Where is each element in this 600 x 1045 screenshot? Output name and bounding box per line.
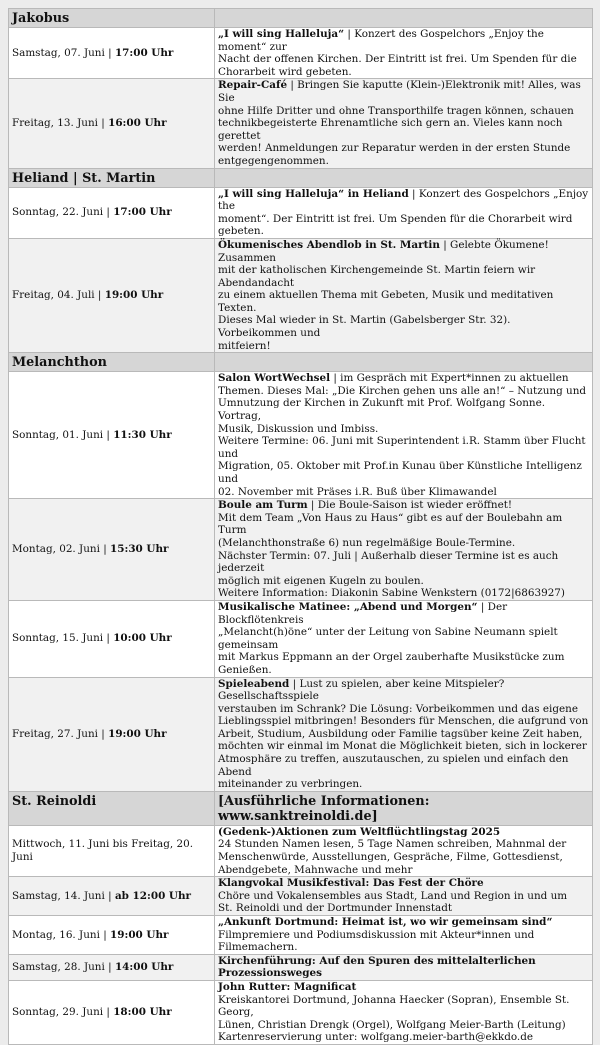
event-description-line: moment“. Der Eintritt ist frei. Um Spenden für die Chorarbeit wird gebeten. bbox=[218, 212, 573, 238]
event-date: Sonntag, 22. Juni bbox=[12, 206, 104, 219]
event-description-line: mit der katholischen Kirchengemeinde St. Martin feiern wir Abendandacht bbox=[218, 264, 536, 289]
date-time-separator: | bbox=[103, 1006, 114, 1019]
event-title: Klangvokal Musikfestival: Das Fest der Chöre bbox=[218, 877, 484, 890]
title-separator: | bbox=[439, 238, 451, 251]
event-title: Boule am Turm bbox=[218, 499, 308, 512]
event-description-line: entgegengenommen. bbox=[218, 154, 329, 167]
event-first-line bbox=[218, 601, 590, 626]
event-description-line: Nacht der offenen Kirchen. Der Eintritt ist frei. Um Spenden für die bbox=[218, 53, 577, 66]
event-row bbox=[9, 187, 593, 238]
event-first-line bbox=[218, 981, 590, 994]
event-row bbox=[9, 954, 593, 980]
event-description-cell bbox=[215, 187, 593, 238]
event-description-line: Dieses Mal wieder in St. Martin (Gabelsberger Str. 32). Vorbeikommen und bbox=[218, 314, 511, 340]
section-header-row bbox=[9, 353, 593, 372]
date-time-separator: | bbox=[97, 727, 109, 740]
event-time: 17:00 Uhr bbox=[113, 206, 172, 219]
event-date-cell bbox=[9, 499, 215, 601]
event-description-line: Die Boule-Saison ist wieder eröffnet! bbox=[317, 499, 513, 512]
event-time: 17:00 Uhr bbox=[114, 46, 174, 59]
event-table-body bbox=[9, 9, 593, 1045]
event-description-cell bbox=[215, 916, 593, 955]
event-description-line: Lieblingsspiel mitbringen! Besonders für Menschen, die aufgrund von bbox=[218, 715, 589, 728]
event-description-line: Kreiskantorei Dortmund, Johanna Haecker (Sopran), Ensemble St. Georg, bbox=[218, 993, 570, 1019]
event-description-line: Lünen, Christian Drengk (Orgel), Wolfgang Meier-Barth (Leitung) bbox=[218, 1018, 566, 1031]
date-time-separator: | bbox=[103, 428, 114, 441]
event-description-cell bbox=[215, 372, 593, 499]
event-description-line: Bringen Sie kaputte (Klein-)Elektronik mit! Alles, was Sie bbox=[218, 79, 581, 104]
event-description-line: Nächster Termin: 07. Juli | Außerhalb dieser Termine ist es auch jederzeit bbox=[218, 549, 559, 575]
event-row bbox=[9, 238, 593, 352]
event-date: Samstag, 14. Juni bbox=[12, 889, 105, 902]
event-time: 14:00 Uhr bbox=[114, 961, 174, 974]
section-name: Jakobus bbox=[9, 9, 215, 28]
event-date: Samstag, 07. Juni bbox=[12, 46, 105, 59]
event-description-line: Chöre und Vokalensembles aus Stadt, Land und Region in und um bbox=[218, 889, 568, 902]
event-date: Freitag, 04. Juli bbox=[12, 289, 95, 302]
event-description-line: (Melanchthonstraße 6) nun regelmäßige Boule-Termine. bbox=[218, 536, 516, 549]
event-description-line: Umnutzung der Kirchen in Zukunft mit Prof. Wolfgang Sonne. Vortrag, bbox=[218, 397, 546, 423]
event-description-line: mit Markus Eppmann an der Orgel zauberhafte Musikstücke zum Genießen. bbox=[218, 651, 565, 676]
event-time: 15:30 Uhr bbox=[110, 543, 169, 556]
event-description-line: Gelebte Ökumene! Zusammen bbox=[218, 238, 549, 264]
event-time: 19:00 Uhr bbox=[104, 289, 164, 302]
event-date: Sonntag, 29. Juni bbox=[12, 1006, 104, 1019]
event-description-line: Der Blockflötenkreis bbox=[218, 600, 508, 626]
event-description-line: Filmpremiere und Podiumsdiskussion mit Akteur*innen und bbox=[218, 928, 535, 941]
event-date: Montag, 16. Juni bbox=[12, 928, 100, 941]
event-description-line: im Gespräch mit Expert*innen zu aktuellen bbox=[340, 372, 569, 385]
section-info: [Ausführliche Informationen: www.sanktreinoldi.de] bbox=[215, 791, 593, 825]
event-description-cell bbox=[215, 79, 593, 168]
event-first-line bbox=[218, 916, 590, 929]
section-header-row bbox=[9, 791, 593, 825]
event-date-cell bbox=[9, 79, 215, 168]
section-info bbox=[215, 168, 593, 187]
event-first-line bbox=[218, 678, 590, 703]
event-title: „Ankunft Dortmund: Heimat ist, wo wir gemeinsam sind“ bbox=[218, 916, 553, 928]
event-description-line: Weitere Information: Diakonin Sabine Wenkstern (0172|6863927) bbox=[218, 587, 565, 600]
event-description-line: Atmosphäre zu treffen, auszutauschen, zu spielen und einfach den Abend bbox=[218, 753, 569, 778]
event-description-line: Konzert des Gospelchors „Enjoy the bbox=[218, 187, 589, 213]
event-title: Ökumenisches Abendlob in St. Martin bbox=[218, 238, 440, 251]
event-title-continued: Prozessionsweges bbox=[218, 967, 322, 980]
event-description-line: Arbeit, Studium, Ausbildung oder Familie tagsüber keine Zeit haben, bbox=[218, 727, 583, 740]
event-description-cell bbox=[215, 677, 593, 791]
event-row bbox=[9, 677, 593, 791]
event-description-cell bbox=[215, 954, 593, 980]
event-date-cell bbox=[9, 916, 215, 955]
event-title: „I will sing Halleluja“ bbox=[218, 28, 345, 40]
event-title: (Gedenk-)Aktionen zum Weltflüchtlingstag 2025 bbox=[218, 825, 501, 838]
event-date-cell bbox=[9, 954, 215, 980]
event-description-line: ohne Hilfe Dritter und ohne Transporthilfe tragen können, schauen bbox=[218, 104, 574, 117]
date-time-separator: | bbox=[97, 117, 109, 130]
event-description-line: möchten wir einmal im Monat die Möglichkeit bieten, sich in lockerer bbox=[218, 740, 587, 753]
section-name: Heliand | St. Martin bbox=[9, 168, 215, 187]
event-date: Freitag, 27. Juni bbox=[12, 727, 98, 740]
event-title: „I will sing Halleluja“ in Heliand bbox=[218, 187, 409, 200]
event-description-line: Lust zu spielen, aber keine Mitspieler? Gesellschaftsspiele bbox=[218, 677, 505, 703]
event-description-line: Weitere Termine: 06. Juni mit Superintendent i.R. Stamm über Flucht und bbox=[218, 435, 586, 460]
event-description-cell bbox=[215, 825, 593, 876]
event-description-line: Migration, 05. Oktober mit Prof.in Kunau über Künstliche Intelligenz und bbox=[218, 460, 582, 485]
event-row bbox=[9, 825, 593, 876]
event-first-line bbox=[218, 28, 590, 53]
event-row bbox=[9, 980, 593, 1044]
event-description-line: 02. November mit Präses i.R. Buß über Klimawandel bbox=[218, 485, 497, 498]
event-date-cell bbox=[9, 980, 215, 1044]
event-row bbox=[9, 499, 593, 601]
event-time: 11:30 Uhr bbox=[113, 428, 172, 441]
event-description-line: Menschenwürde, Ausstellungen, Gespräche, Filme, Gottesdienst, bbox=[218, 851, 563, 864]
event-date-cell bbox=[9, 28, 215, 79]
event-time: 19:00 Uhr bbox=[108, 727, 167, 740]
event-description-line: Mit dem Team „Von Haus zu Haus“ gibt es auf der Boulebahn am Turm bbox=[218, 511, 563, 537]
event-description-line: zu einem aktuellen Thema mit Gebeten, Musik und meditativen Texten. bbox=[218, 289, 554, 314]
event-description-line: „Melancht(h)öne“ unter der Leitung von Sabine Neumann spielt gemeinsam bbox=[218, 626, 558, 651]
event-time: ab 12:00 Uhr bbox=[114, 889, 192, 902]
event-first-line bbox=[218, 188, 590, 213]
date-time-separator: | bbox=[104, 46, 115, 59]
event-description-line: St. Reinoldi und der Dortmunder Innenstadt bbox=[218, 902, 453, 915]
title-separator: | bbox=[477, 600, 488, 613]
event-date: Sonntag, 15. Juni bbox=[12, 632, 104, 645]
section-info bbox=[215, 353, 593, 372]
event-row bbox=[9, 916, 593, 955]
event-title: Repair-Café bbox=[218, 79, 288, 92]
event-row bbox=[9, 372, 593, 499]
date-time-separator: | bbox=[104, 961, 115, 974]
event-description-cell bbox=[215, 600, 593, 677]
event-date: Freitag, 13. Juni bbox=[12, 117, 98, 130]
event-date: Mittwoch, 11. Juni bis Freitag, 20. Juni bbox=[12, 838, 193, 864]
title-separator: | bbox=[344, 28, 355, 40]
event-description-line: Chorarbeit wird gebeten. bbox=[218, 65, 352, 78]
event-row bbox=[9, 79, 593, 168]
event-title: Kirchenführung: Auf den Spuren des mittelalterlichen bbox=[218, 954, 536, 967]
event-time: 16:00 Uhr bbox=[108, 117, 167, 130]
event-row bbox=[9, 600, 593, 677]
date-time-separator: | bbox=[104, 889, 115, 902]
event-first-line bbox=[218, 372, 590, 385]
date-time-separator: | bbox=[103, 206, 114, 219]
event-description-line: technikbegeisterte Ehrenamtliche sich gern an. Vieles kann noch gerettet bbox=[218, 117, 563, 142]
event-description-cell bbox=[215, 238, 593, 352]
event-date: Sonntag, 01. Juni bbox=[12, 428, 104, 441]
event-date-cell bbox=[9, 877, 215, 916]
date-time-separator: | bbox=[99, 543, 111, 556]
event-description-line: Kartenreservierung unter: wolfgang.meier-barth@ekkdo.de bbox=[218, 1031, 534, 1044]
event-first-line bbox=[218, 239, 590, 264]
event-date-cell bbox=[9, 600, 215, 677]
section-info bbox=[215, 9, 593, 28]
event-date-cell bbox=[9, 677, 215, 791]
event-time: 10:00 Uhr bbox=[113, 632, 172, 645]
event-first-line bbox=[218, 826, 590, 839]
event-description-line: Musik, Diskussion und Imbiss. bbox=[218, 422, 379, 435]
event-description-line: werden! Anmeldungen zur Reparatur werden in der ersten Stunde bbox=[218, 142, 571, 155]
title-separator: | bbox=[408, 187, 419, 200]
title-separator: | bbox=[307, 499, 318, 512]
event-date: Montag, 02. Juni bbox=[12, 543, 100, 556]
event-description-cell bbox=[215, 980, 593, 1044]
event-description-line: Filmemachern. bbox=[218, 941, 298, 954]
event-row bbox=[9, 877, 593, 916]
event-time: 19:00 Uhr bbox=[110, 928, 169, 941]
event-date-cell bbox=[9, 238, 215, 352]
date-time-separator: | bbox=[99, 928, 111, 941]
event-title: Salon WortWechsel bbox=[218, 372, 331, 385]
event-description-cell bbox=[215, 877, 593, 916]
event-description-line: mitfeiern! bbox=[218, 339, 271, 352]
event-date-cell bbox=[9, 187, 215, 238]
event-title: Musikalische Matinee: „Abend und Morgen“ bbox=[218, 600, 478, 613]
event-title: Spieleabend bbox=[218, 677, 290, 690]
event-date-cell bbox=[9, 372, 215, 499]
event-description-line: Konzert des Gospelchors „Enjoy the moment“ zur bbox=[218, 28, 544, 53]
event-description-line: miteinander zu verbringen. bbox=[218, 778, 363, 791]
event-description-line: Abendgebete, Mahnwache und mehr bbox=[218, 863, 413, 876]
date-time-separator: | bbox=[103, 632, 114, 645]
event-row bbox=[9, 28, 593, 79]
section-header-row bbox=[9, 168, 593, 187]
event-title: John Rutter: Magnificat bbox=[218, 980, 357, 993]
title-separator: | bbox=[289, 677, 300, 690]
event-first-line bbox=[218, 79, 590, 104]
event-description-line: verstauben im Schrank? Die Lösung: Vorbeikommen und das eigene bbox=[218, 702, 578, 715]
date-time-separator: | bbox=[94, 289, 105, 302]
title-separator: | bbox=[287, 79, 298, 92]
event-calendar-page bbox=[8, 8, 592, 1045]
event-first-line bbox=[218, 877, 590, 890]
event-description-line: 24 Stunden Namen lesen, 5 Tage Namen schreiben, Mahnmal der bbox=[218, 838, 567, 851]
event-description-line: Themen. Dieses Mal: „Die Kirchen gehen uns alle an!“ – Nutzung und bbox=[218, 384, 587, 397]
event-date-cell bbox=[9, 825, 215, 876]
event-table bbox=[8, 8, 593, 1045]
event-first-line bbox=[218, 499, 590, 512]
event-description-cell bbox=[215, 28, 593, 79]
event-first-line bbox=[218, 955, 590, 968]
event-description-line: möglich mit eigenen Kugeln zu boulen. bbox=[218, 574, 424, 587]
section-name: Melanchthon bbox=[9, 353, 215, 372]
event-date: Samstag, 28. Juni bbox=[12, 961, 105, 974]
event-description-cell bbox=[215, 499, 593, 601]
section-name: St. Reinoldi bbox=[9, 791, 215, 825]
event-time: 18:00 Uhr bbox=[113, 1006, 172, 1019]
section-header-row bbox=[9, 9, 593, 28]
title-separator: | bbox=[330, 372, 341, 385]
